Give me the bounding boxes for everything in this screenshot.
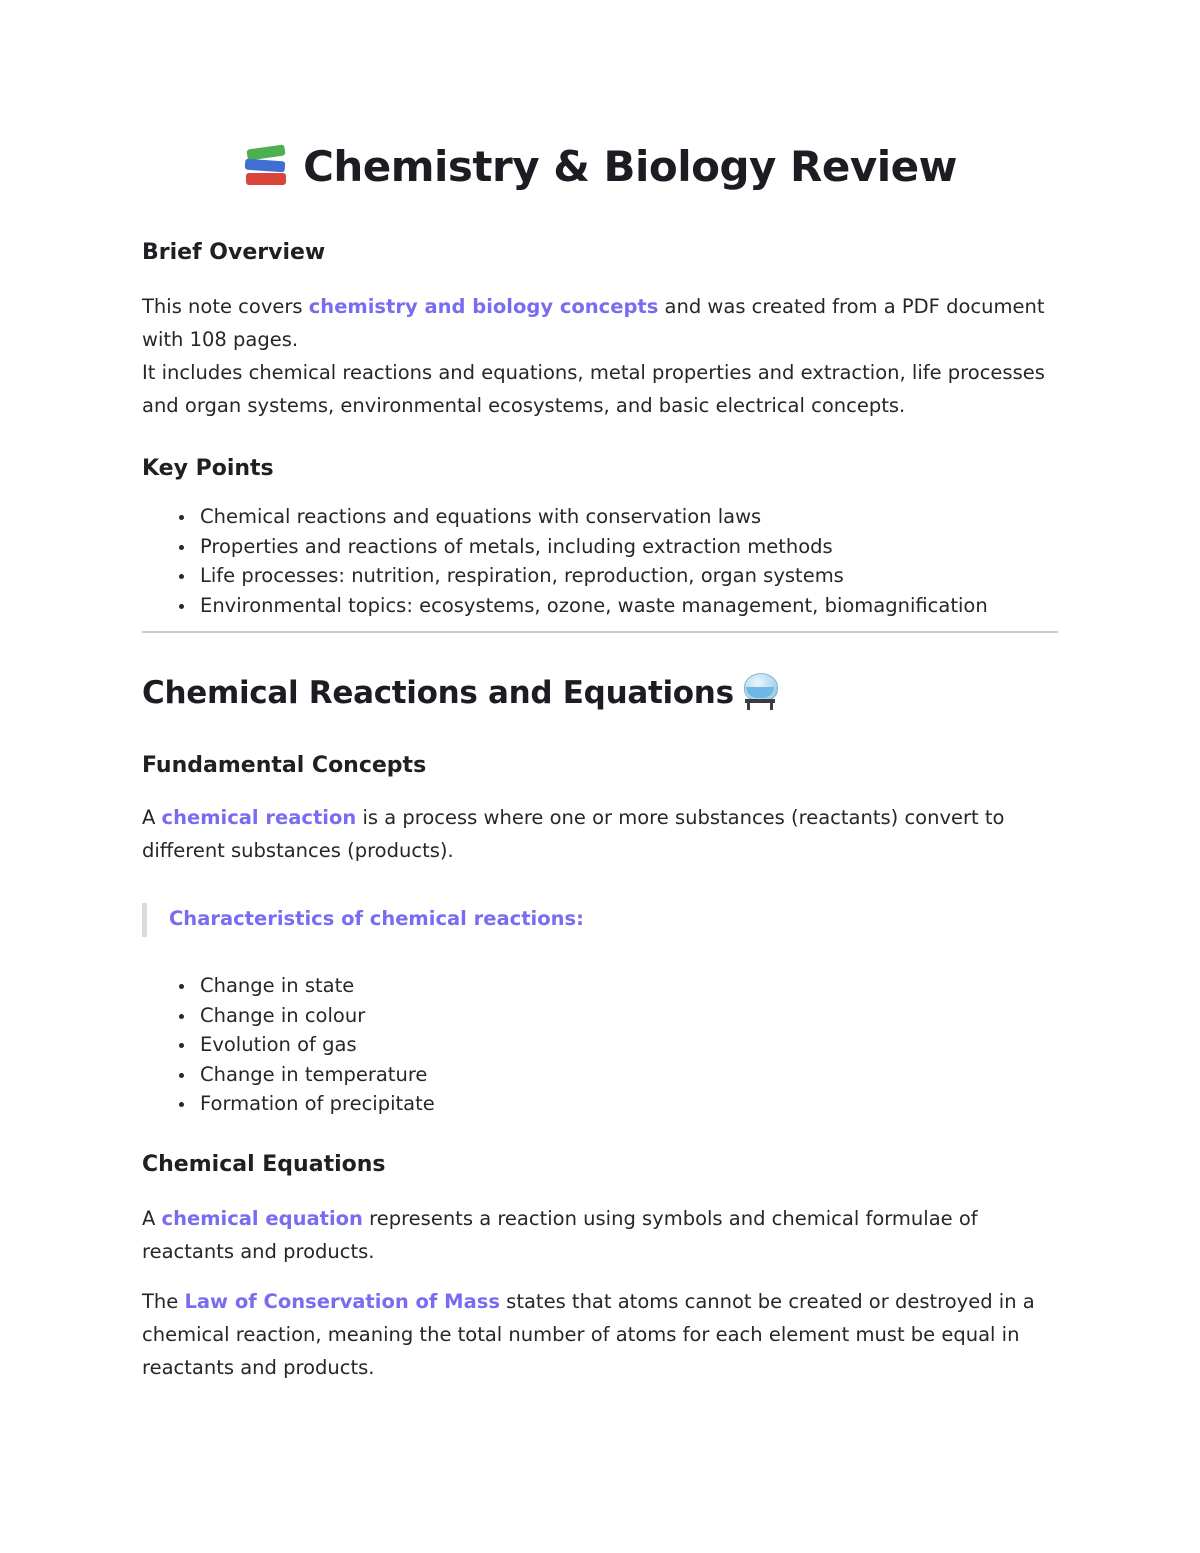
equations-heading: Chemical Equations (142, 1152, 386, 1177)
list-item: Formation of precipitate (142, 1089, 435, 1119)
conservation-text-end: states that atoms cannot be created or destroyed in a chemical reaction, meaning the total number of atoms for each element must be equal in reactants and products. (142, 1290, 1035, 1379)
page-title (0, 142, 1200, 191)
conservation-highlight: Law of Conservation of Mass (184, 1290, 500, 1313)
characteristics-list (142, 971, 435, 1119)
list-item: Chemical reactions and equations with conservation laws (142, 502, 988, 532)
list-item: Life processes: nutrition, respiration, reproduction, organ systems (142, 561, 988, 591)
list-item: Evolution of gas (142, 1030, 435, 1060)
list-item: Change in state (142, 971, 435, 1001)
fundamental-paragraph (142, 801, 1062, 867)
books-icon (243, 143, 289, 187)
section-divider (142, 631, 1058, 633)
fundamental-text-start: A (142, 806, 162, 829)
overview-paragraph (142, 290, 1062, 422)
equations-paragraph-2 (142, 1285, 1062, 1384)
overview-heading: Brief Overview (142, 240, 326, 265)
list-item: Change in temperature (142, 1060, 435, 1090)
fundamental-highlight: chemical reaction (161, 806, 357, 829)
overview-text-second: It includes chemical reactions and equations, metal properties and extraction, life processes and organ systems, environmental ecosystems, and basic electrical concepts. (142, 361, 1045, 417)
fundamental-text-end: is a process where one or more substances (reactants) convert to different substances (products). (142, 806, 1005, 862)
flask-icon (740, 671, 780, 711)
overview-highlight: chemistry and biology concepts (308, 295, 659, 318)
key-points-heading: Key Points (142, 456, 274, 481)
list-item: Environmental topics: ecosystems, ozone, waste management, biomagnification (142, 591, 988, 621)
equations-paragraph-1 (142, 1202, 1062, 1268)
blockquote (142, 903, 584, 937)
equations-highlight: chemical equation (161, 1207, 363, 1230)
overview-text-start: This note covers (142, 295, 309, 318)
key-points-list (142, 502, 988, 620)
equations-text-end: represents a reaction using symbols and chemical formulae of reactants and products. (142, 1207, 978, 1263)
list-item: Properties and reactions of metals, including extraction methods (142, 532, 988, 562)
conservation-text-start: The (142, 1290, 185, 1313)
blockquote-text: Characteristics of chemical reactions: (169, 907, 584, 930)
fundamental-heading: Fundamental Concepts (142, 753, 427, 778)
page-title-text: Chemistry & Biology Review (303, 142, 957, 191)
equations-text-start: A (142, 1207, 162, 1230)
overview-text-end: and was created from a PDF document with 108 pages. (142, 295, 1045, 351)
section-title-text: Chemical Reactions and Equations (142, 675, 734, 711)
list-item: Change in colour (142, 1001, 435, 1031)
section-title (142, 671, 780, 711)
